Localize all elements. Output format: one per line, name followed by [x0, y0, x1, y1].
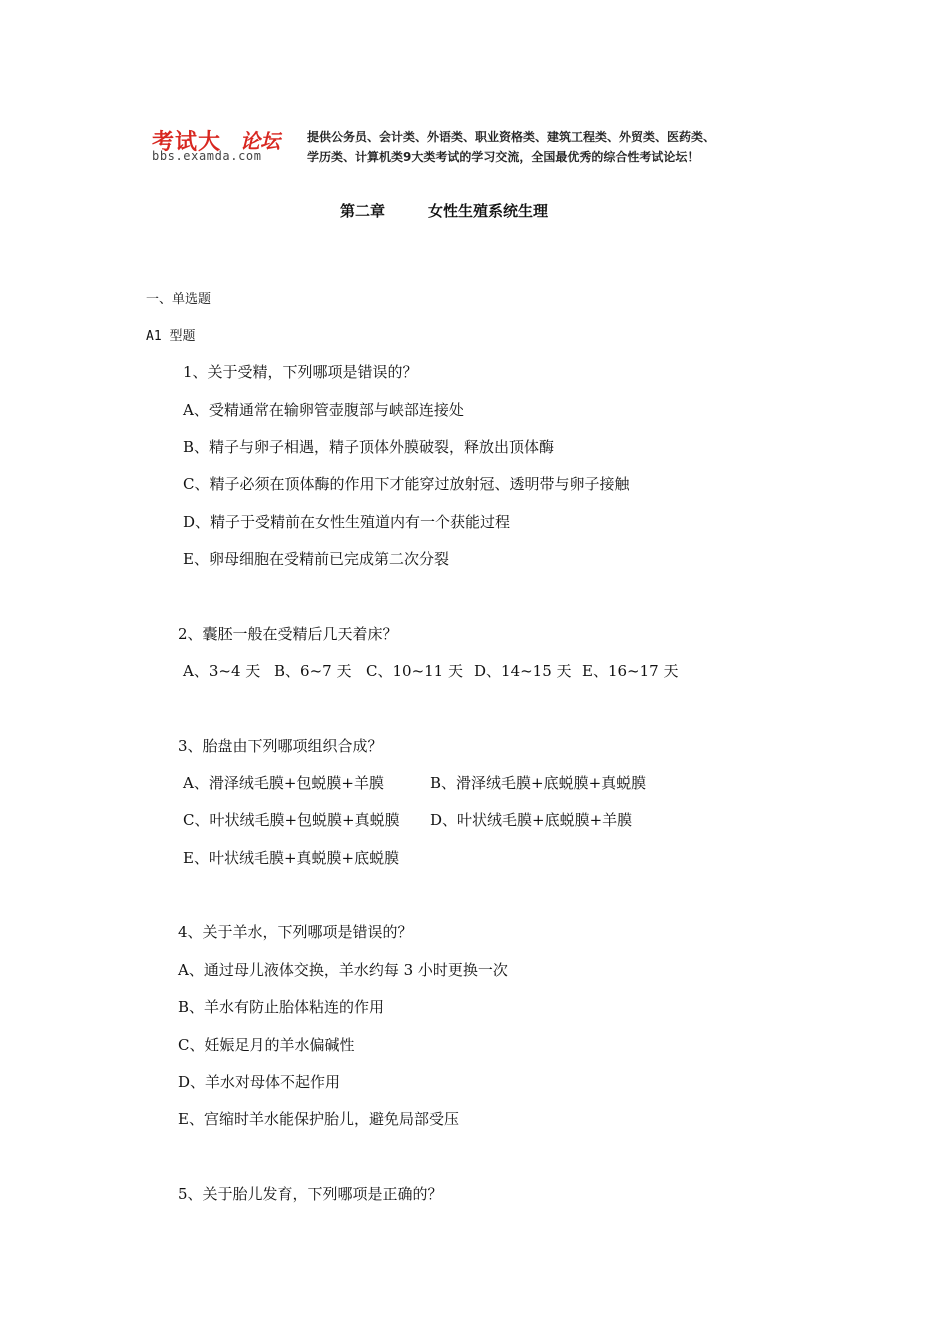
question-2-option-b: B、6~7 天: [274, 662, 352, 680]
question-5-stem: 5、关于胎儿发育，下列哪项是正确的？: [178, 1185, 443, 1203]
question-4-option-a: A、通过母儿液体交换，羊水约每 3 小时更换一次: [178, 961, 508, 979]
question-3-stem: 3、胎盘由下列哪项组织合成？: [178, 737, 383, 755]
question-1-stem: 1、关于受精，下列哪项是错误的？: [183, 363, 418, 381]
question-3-option-c: C、叶状绒毛膜+包蜕膜+真蜕膜: [183, 811, 400, 829]
question-1-option-d: D、精子于受精前在女性生殖道内有一个获能过程: [183, 513, 511, 531]
tagline-line-1: 提供公务员、会计类、外语类、职业资格类、建筑工程类、外贸类、医药类、: [307, 130, 716, 144]
question-1-option-b: B、精子与卵子相遇，精子顶体外膜破裂，释放出顶体酶: [183, 438, 555, 456]
question-3-option-b: B、滑泽绒毛膜+底蜕膜+真蜕膜: [430, 774, 647, 792]
question-2-stem: 2、囊胚一般在受精后几天着床？: [178, 625, 398, 643]
question-3-option-e: E、叶状绒毛膜+真蜕膜+底蜕膜: [183, 849, 400, 867]
question-2-option-a: A、3~4 天: [183, 662, 261, 680]
chapter-number: 第二章: [340, 202, 386, 220]
section-subtype: A1 型题: [146, 329, 196, 344]
question-3-option-a: A、滑泽绒毛膜+包蜕膜+羊膜: [183, 774, 384, 792]
section-type: 一、单选题: [146, 292, 212, 307]
logo-main-text: 考试大: [152, 130, 222, 155]
question-2-option-d: D、14~15 天: [474, 662, 572, 680]
question-4-option-d: D、羊水对母体不起作用: [178, 1073, 341, 1091]
question-4-option-b: B、羊水有防止胎体粘连的作用: [178, 998, 385, 1016]
tagline: [307, 127, 747, 167]
question-4-option-e: E、宫缩时羊水能保护胎儿，避免局部受压: [178, 1110, 459, 1128]
question-2-option-e: E、16~17 天: [582, 662, 679, 680]
question-2-option-c: C、10~11 天: [366, 662, 463, 680]
question-1-option-c: C、精子必须在顶体酶的作用下才能穿过放射冠、透明带与卵子接触: [183, 475, 630, 493]
site-header: [152, 125, 752, 171]
question-1-option-a: A、受精通常在输卵管壶腹部与峡部连接处: [183, 401, 464, 419]
question-1-option-e: E、卵母细胞在受精前已完成第二次分裂: [183, 550, 449, 568]
question-4-stem: 4、关于羊水，下列哪项是错误的？: [178, 923, 413, 941]
logo-url[interactable]: bbs.examda.com: [152, 149, 262, 163]
logo-script-text: 论坛: [240, 129, 280, 153]
question-3-option-d: D、叶状绒毛膜+底蜕膜+羊膜: [430, 811, 633, 829]
chapter-name: 女性生殖系统生理: [428, 202, 549, 220]
question-4-option-c: C、妊娠足月的羊水偏碱性: [178, 1036, 355, 1054]
tagline-line-2: 学历类、计算机类9大类考试的学习交流，全国最优秀的综合性考试论坛！: [307, 150, 700, 164]
